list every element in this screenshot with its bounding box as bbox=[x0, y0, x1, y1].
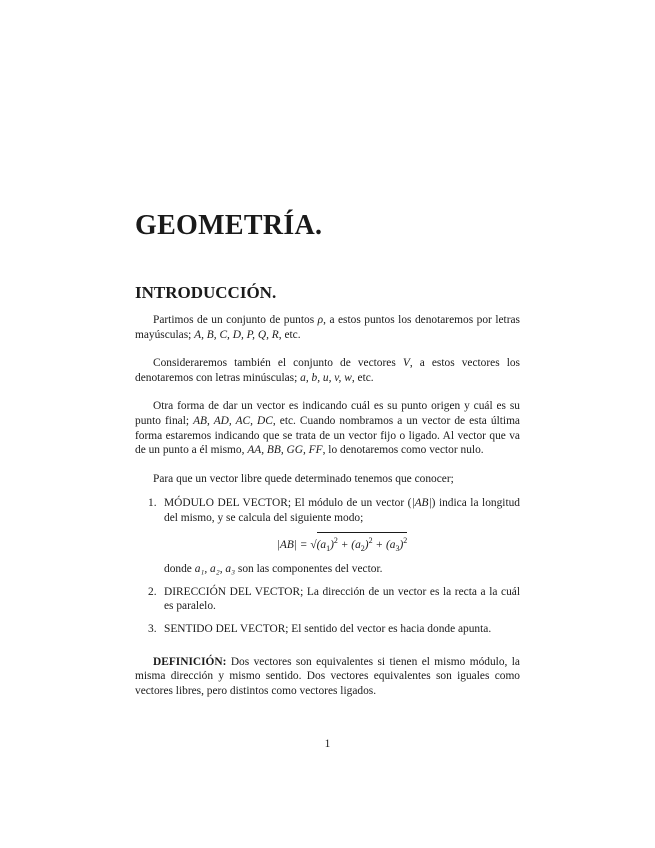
math-null-vectors: AA, BB, GG, FF bbox=[247, 444, 323, 457]
math-vectors: a, b, u, v, w bbox=[300, 371, 352, 384]
math-V: V bbox=[402, 357, 410, 370]
text-run: donde bbox=[164, 563, 195, 576]
formula-part: ) bbox=[399, 538, 404, 551]
vector-properties-list bbox=[135, 496, 520, 636]
section-title: INTRODUCCIÓN. bbox=[135, 283, 277, 302]
page-title: GEOMETRÍA. bbox=[135, 210, 323, 241]
list-number: 2. bbox=[148, 585, 157, 598]
list-item-sentido bbox=[135, 622, 520, 637]
text-run: Otra forma de dar un vector es indicando cuál es su punto origen y cuál es su punto final; bbox=[135, 400, 520, 427]
paragraph-vectors bbox=[135, 356, 520, 385]
definition-label: DEFINICIÓN: bbox=[153, 655, 227, 668]
text-run: MÓDULO DEL VECTOR; El módulo de un vector ( bbox=[164, 497, 412, 510]
components-note bbox=[164, 562, 520, 577]
text-run: , a estos vectores los denotaremos con letras minúsculas; bbox=[135, 357, 520, 384]
text-run: Consideraremos también el conjunto de vectores bbox=[153, 357, 403, 370]
text-run: Partimos de un conjunto de puntos bbox=[153, 314, 318, 326]
formula-sub: 1 bbox=[326, 543, 331, 553]
text-run: , etc. bbox=[278, 328, 301, 341]
formula-lhs: |AB| = bbox=[276, 538, 311, 551]
text-run: son las componentes del vector. bbox=[235, 563, 383, 576]
formula-part: + (a bbox=[337, 538, 361, 551]
math-points: A, B, C, D, P, Q, R bbox=[194, 328, 279, 341]
text-run: , a estos puntos los denotaremos por letras mayúsculas; bbox=[135, 314, 520, 341]
formula-sup: 2 bbox=[333, 535, 338, 545]
list-text: SENTIDO DEL VECTOR; El sentido del vector es hacia donde apunta. bbox=[164, 622, 492, 635]
sqrt-radicand bbox=[317, 532, 408, 557]
list-item-direccion bbox=[135, 585, 520, 614]
list-number: 1. bbox=[148, 497, 157, 510]
math-abs-ab: |AB| bbox=[411, 497, 432, 510]
list-number: 3. bbox=[148, 622, 157, 635]
text-run: , etc. bbox=[351, 371, 374, 384]
math-fixed-vectors: AB, AD, AC, DC bbox=[193, 414, 273, 427]
formula-sub: 2 bbox=[360, 543, 365, 553]
formula-sup: 2 bbox=[368, 535, 373, 545]
formula-sup: 2 bbox=[403, 535, 408, 545]
formula-part: ) bbox=[364, 538, 369, 551]
math-components: a₁, a₂, a₃ bbox=[194, 563, 236, 576]
paragraph-fixed-vectors bbox=[135, 399, 520, 457]
paragraph-free-vector: Para que un vector libre quede determinado tenemos que conocer; bbox=[153, 472, 454, 485]
text-run: , lo denotaremos como vector nulo. bbox=[322, 444, 484, 457]
body-text bbox=[135, 313, 520, 712]
formula-part: ) bbox=[330, 538, 334, 551]
formula-sub: 3 bbox=[395, 543, 400, 553]
definition-text: Dos vectores son equivalentes si tienen el mismo módulo, la misma dirección y mismo sentido. Dos vectores equivalentes son iguales como vectores libres, pero distintos como vectores ligados. bbox=[135, 655, 520, 697]
formula-part: + (a bbox=[372, 538, 396, 551]
page-number: 1 bbox=[324, 738, 331, 750]
sqrt-icon: √ bbox=[310, 538, 317, 551]
text-run: , etc. Cuando nombramos a un vector de esta última forma estaremos indicando que se trata de un vector fijo o ligado. Al vector que va de un punto a él mismo, bbox=[135, 414, 520, 457]
paragraph-definition bbox=[135, 655, 520, 699]
formula-part: (a bbox=[316, 538, 327, 551]
paragraph-points bbox=[135, 313, 520, 342]
modulus-formula bbox=[164, 532, 520, 557]
text-run: ) indica la longitud del mismo, y se calcula del siguiente modo; bbox=[164, 497, 520, 524]
document-page bbox=[135, 0, 520, 848]
list-text: DIRECCIÓN DEL VECTOR; La dirección de un vector es la recta a la cuál es paralelo. bbox=[164, 585, 520, 613]
list-item-modulo bbox=[135, 496, 520, 576]
math-rho: ρ bbox=[317, 314, 324, 326]
